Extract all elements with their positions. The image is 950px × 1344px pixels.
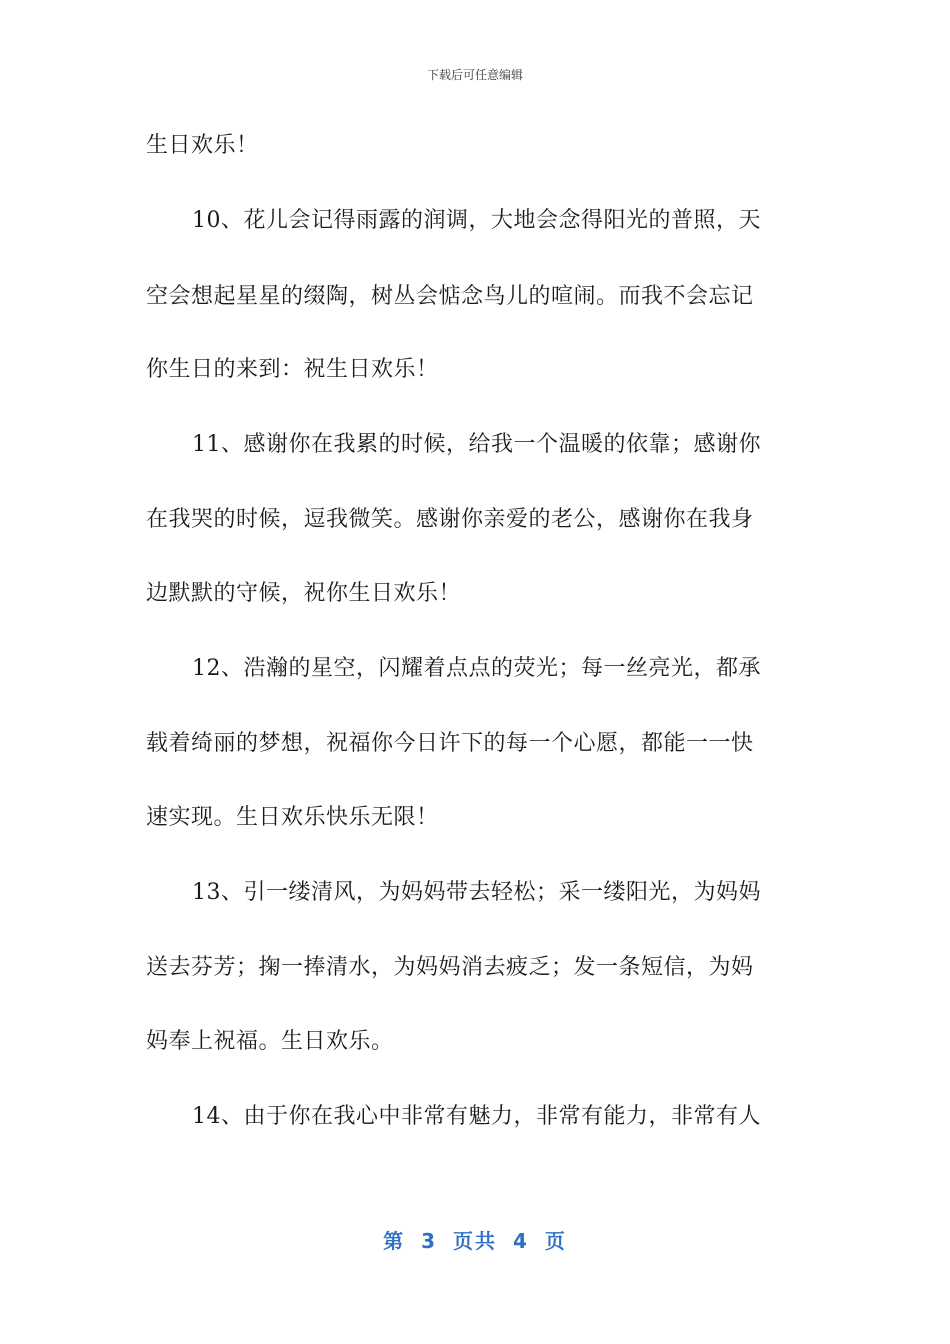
text-line: 边默默的守候，祝你生日欢乐！ xyxy=(146,581,462,606)
text-line: 12、浩瀚的星空，闪耀着点点的荧光；每一丝亮光，都承 xyxy=(192,656,761,681)
text-line: 11、感谢你在我累的时候，给我一个温暖的依靠；感谢你 xyxy=(192,432,761,457)
text-line: 载着绮丽的梦想，祝福你今日许下的每一个心愿，都能一一快 xyxy=(146,731,754,756)
text-line: 空会想起星星的缀陶，树丛会惦念鸟儿的喧闹。而我不会忘记 xyxy=(146,284,754,309)
text-line: 妈奉上祝福。生日欢乐。 xyxy=(146,1029,394,1054)
text-line: 在我哭的时候，逗我微笑。感谢你亲爱的老公，感谢你在我身 xyxy=(146,507,754,532)
footer-current-page: 3 xyxy=(421,1229,437,1253)
text-line: 10、花儿会记得雨露的润调，大地会念得阳光的普照，天 xyxy=(192,208,761,233)
text-line: 送去芬芳；掬一捧清水，为妈妈消去疲乏；发一条短信，为妈 xyxy=(146,955,754,980)
footer-total-pages: 4 xyxy=(513,1229,529,1253)
text-line: 13、引一缕清风，为妈妈带去轻松；采一缕阳光，为妈妈 xyxy=(192,880,761,905)
footer-middle: 页共 xyxy=(453,1229,497,1253)
text-line: 速实现。生日欢乐快乐无限！ xyxy=(146,805,439,830)
footer-prefix: 第 xyxy=(383,1229,406,1253)
page-header: 下载后可任意编辑 xyxy=(426,68,523,82)
text-line: 14、由于你在我心中非常有魅力，非常有能力，非常有人 xyxy=(192,1104,761,1129)
footer-suffix: 页 xyxy=(544,1229,567,1253)
page-footer xyxy=(0,1225,950,1254)
text-line: 生日欢乐！ xyxy=(146,133,259,158)
text-line: 你生日的来到：祝生日欢乐！ xyxy=(146,357,439,382)
